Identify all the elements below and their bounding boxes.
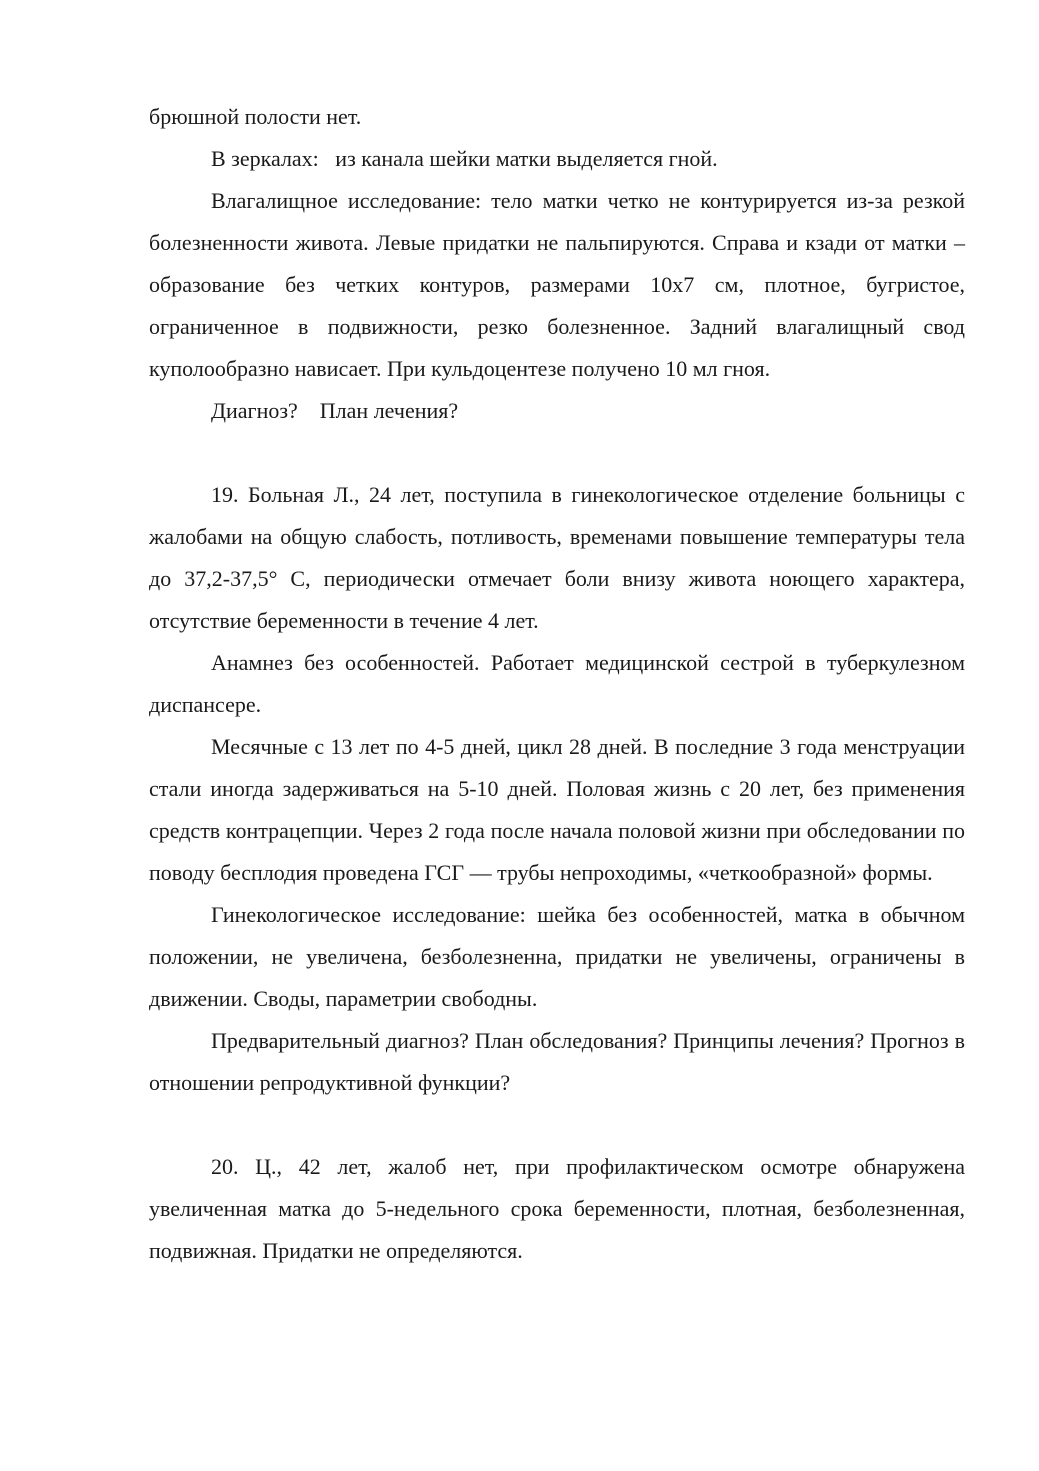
case-18-abdomen-text: брюшной полости нет. (149, 104, 362, 129)
case-19-menses-text: Месячные с 13 лет по 4-5 дней, цикл 28 дней. В последние 3 года менструации стали иногда задерживаться на 5-10 дней. Половая жизнь с 20 лет, без применения средств контрацепции. Через 2 года после начала половой жизни при обследовании по поводу бесплодия проведена ГСГ — трубы непроходимы, «четкообразной» формы. (149, 734, 965, 885)
case-19-gyn-exam-text: Гинекологическое исследование: шейка без особенностей, матка в обычном положении, не увеличена, безболезненна, придатки не увеличены, ограничены в движении. Своды, параметрии свободны. (149, 902, 965, 1011)
case-19-questions: Предварительный диагноз? План обследования? Принципы лечения? Прогноз в отношении репродуктивной функции? (149, 1028, 965, 1095)
case-18-questions: Диагноз? План лечения? (211, 398, 459, 423)
case-19-anamnesis-text: Анамнез без особенностей. Работает медицинской сестрой в туберкулезном диспансере. (149, 650, 965, 717)
case-19-intro-text: 19. Больная Л., 24 лет, поступила в гинекологическое отделение больницы с жалобами на общую слабость, потливость, временами повышение температуры тела до 37,2-37,5° С, периодически отмечает боли внизу живота ноющего характера, отсутствие беременности в течение 4 лет. (149, 482, 965, 633)
case-18-vaginal-exam-text: Влагалищное исследование: тело матки четко не контурируется из-за резкой болезненности живота. Левые придатки не пальпируются. Справа и кзади от матки – образование без четких контуров, размерами 10х7 см, плотное, бугристое, ограниченное в подвижности, резко болезненное. Задний влагалищный свод куполообразно нависает. При кульдоцентезе получено 10 мл гноя. (149, 188, 965, 381)
case-20-intro-text: 20. Ц., 42 лет, жалоб нет, при профилактическом осмотре обнаружена увеличенная матка до 5-недельного срока беременности, плотная, безболезненная, подвижная. Придатки не определяются. (149, 1154, 965, 1263)
document-page (149, 96, 965, 1272)
case-18-speculum-text: В зеркалах: из канала шейки матки выделяется гной. (211, 146, 718, 171)
